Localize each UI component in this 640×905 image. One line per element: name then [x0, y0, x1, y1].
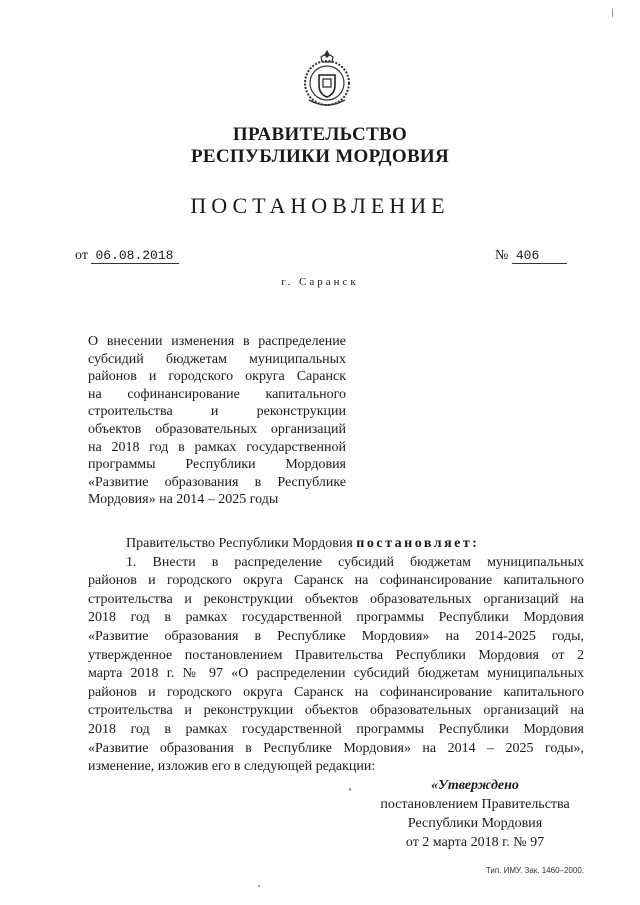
body-text	[88, 535, 584, 777]
number-value: 406	[512, 248, 567, 264]
body-line: районов и городского округа Саранск на софинансирование капитального	[88, 684, 584, 700]
subject-line: О внесении изменения в распределение	[88, 334, 346, 349]
body-line: изменение, изложив его в следующей редакции:	[88, 759, 376, 775]
approval-line: от 2 марта 2018 г. № 97	[405, 835, 545, 850]
subject-line: на софинансирование капитального	[88, 386, 346, 402]
body-line: «Развитие образования в Республике Мордовия» на 2014-2025 годы,	[88, 628, 584, 644]
print-mark: Тип. ИМУ. Зак. 1460–2000.	[485, 866, 584, 875]
approval-block	[370, 776, 580, 852]
body-line: районов и городского округа Саранск на софинансирование капитального	[88, 573, 584, 589]
subject-line: «Развитие образования в Республике	[88, 474, 346, 490]
body-line: 1. Внести в распределение субсидий бюджетам муниципальных	[126, 554, 584, 570]
org-name-line2: РЕСПУБЛИКИ МОРДОВИЯ	[190, 146, 450, 167]
city-label: г. Саранск	[281, 276, 359, 288]
body-line: «Развитие образования в Республике Мордовия» на 2014 – 2025 годы»,	[88, 740, 584, 756]
subject-line: субсидий бюджетам муниципальных	[88, 351, 346, 367]
body-line: 2018 год в рамках государственной программы Республики Мордовия	[88, 721, 584, 737]
org-name-line1: ПРАВИТЕЛЬСТВО	[232, 124, 408, 145]
date-value: 06.08.2018	[91, 248, 179, 264]
subject-line: на 2018 год в рамках государственной	[88, 439, 346, 455]
preamble-subject: Правительство Республики Мордовия	[126, 536, 353, 551]
body-line: 2018 год в рамках государственной программы Республики Мордовия	[88, 610, 584, 626]
body-line: утвержденное постановлением Правительства Республики Мордовия от 2	[88, 647, 584, 663]
scan-speck	[612, 8, 613, 18]
body-line: строительства и реконструкции объектов образовательных организаций на	[88, 591, 584, 607]
body-line: марта 2018 г. № 97 «О распределении субсидий бюджетам муниципальных	[88, 666, 584, 682]
scan-speck	[258, 885, 260, 887]
document-title: ПОСТАНОВЛЕНИЕ	[190, 193, 450, 218]
preamble	[88, 535, 584, 554]
scan-speck	[349, 788, 351, 791]
approval-heading: «Утверждено	[431, 778, 519, 793]
subject-block	[88, 333, 346, 509]
approval-line: Республики Мордовия	[407, 816, 543, 831]
date-prefix: от	[75, 248, 88, 263]
subject-line: строительства и реконструкции	[88, 404, 346, 420]
number-field	[495, 248, 567, 264]
date-field	[75, 248, 179, 264]
subject-line: районов и городского округа Саранск	[88, 369, 346, 385]
preamble-verb: постановляет:	[356, 536, 480, 551]
body-line: строительства и реконструкции объектов образовательных организаций на	[88, 703, 584, 719]
approval-line: постановлением Правительства	[380, 797, 570, 812]
subject-line: объектов образовательных организаций	[88, 421, 346, 437]
subject-line: программы Республики Мордовия	[88, 457, 346, 473]
number-prefix: №	[495, 248, 509, 263]
subject-line: Мордовия» на 2014 – 2025 годы	[88, 492, 279, 508]
coat-of-arms-icon	[301, 48, 353, 110]
